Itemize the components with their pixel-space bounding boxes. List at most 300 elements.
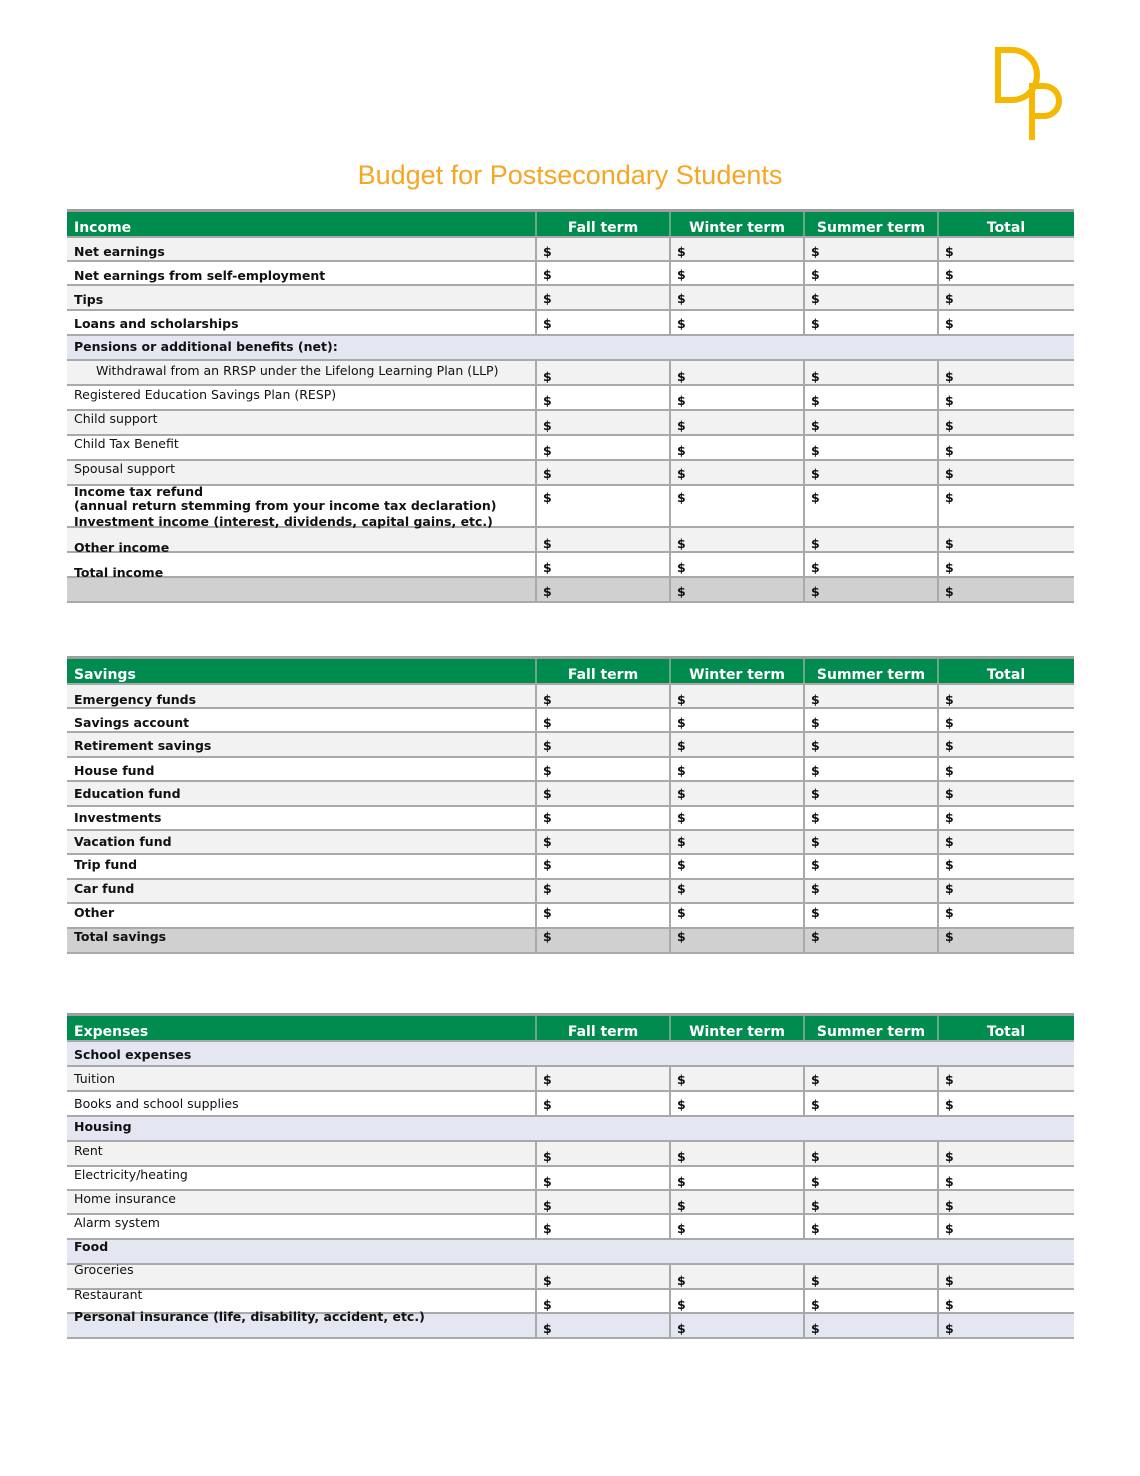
amount-field-winter-term[interactable] (671, 1265, 805, 1288)
currency-symbol: $ (543, 1321, 552, 1336)
table-row (67, 831, 1074, 855)
row-label: Child support (74, 411, 158, 426)
amount-field-summer-term[interactable] (805, 486, 939, 526)
table-row (67, 553, 1074, 578)
currency-symbol: $ (811, 1297, 820, 1312)
amount-field-summer-term[interactable] (805, 1265, 939, 1288)
currency-symbol: $ (677, 715, 686, 730)
row-label: Child Tax Benefit (74, 436, 179, 451)
currency-symbol: $ (811, 1097, 820, 1112)
currency-symbol: $ (543, 1221, 552, 1236)
currency-symbol: $ (945, 418, 954, 433)
currency-symbol: $ (945, 1097, 954, 1112)
amount-field-summer-term[interactable] (805, 685, 939, 707)
currency-symbol: $ (543, 490, 552, 505)
column-header-label: Total (986, 220, 1026, 236)
amount-field-fall-term[interactable] (537, 286, 671, 309)
amount-field-fall-term[interactable] (537, 831, 671, 853)
currency-symbol: $ (945, 316, 954, 331)
currency-symbol: $ (677, 1149, 686, 1164)
currency-symbol: $ (945, 1174, 954, 1189)
amount-field-fall-term[interactable] (537, 929, 671, 952)
currency-symbol: $ (945, 584, 954, 599)
amount-field-winter-term[interactable] (671, 1314, 805, 1337)
amount-field-summer-term[interactable] (805, 880, 939, 902)
table-row (67, 528, 1074, 553)
column-header-category (67, 1016, 537, 1040)
amount-field-fall-term[interactable] (537, 486, 671, 526)
currency-symbol: $ (677, 291, 686, 306)
amount-field-summer-term[interactable] (805, 929, 939, 952)
table-row (67, 758, 1074, 782)
column-header-label: Winter term (689, 220, 785, 236)
amount-field-fall-term[interactable] (537, 758, 671, 780)
currency-symbol: $ (543, 1198, 552, 1213)
currency-symbol: $ (543, 267, 552, 282)
amount-field-summer-term[interactable] (805, 904, 939, 927)
row-label: Net earnings from self-employment (74, 268, 326, 283)
amount-field-fall-term[interactable] (537, 528, 671, 551)
currency-symbol: $ (945, 369, 954, 384)
amount-field-total[interactable] (939, 880, 1073, 902)
amount-field-winter-term[interactable] (671, 411, 805, 434)
amount-field-winter-term[interactable] (671, 1215, 805, 1238)
amount-field-total[interactable] (939, 386, 1073, 409)
currency-symbol: $ (677, 1174, 686, 1189)
amount-field-total[interactable] (939, 1215, 1073, 1238)
currency-symbol: $ (543, 1297, 552, 1312)
row-label-cell (67, 1309, 537, 1337)
amount-field-winter-term[interactable] (671, 578, 805, 601)
currency-symbol: $ (543, 905, 552, 920)
row-label-detail: (annual return stemming from your income tax declaration) (74, 498, 497, 513)
table-row (67, 486, 1074, 528)
amount-field-total[interactable] (939, 486, 1073, 526)
row-label-cell (67, 880, 537, 902)
amount-field-total[interactable] (939, 361, 1073, 384)
row-label: Vacation fund (74, 834, 172, 849)
amount-field-total[interactable] (939, 1067, 1073, 1090)
currency-symbol: $ (811, 291, 820, 306)
amount-field-fall-term[interactable] (537, 262, 671, 284)
amount-field-fall-term[interactable] (537, 1215, 671, 1238)
amount-field-summer-term[interactable] (805, 709, 939, 731)
row-label: Education fund (74, 786, 181, 801)
row-label-cell (67, 311, 537, 334)
amount-field-summer-term[interactable] (805, 782, 939, 805)
table-row (67, 262, 1074, 286)
expenses-table (67, 1013, 1074, 1339)
table-row (67, 286, 1074, 311)
column-header-label: Summer term (816, 667, 926, 683)
column-header-label: Summer term (816, 1024, 926, 1040)
amount-field-fall-term[interactable] (537, 1265, 671, 1288)
currency-symbol: $ (543, 291, 552, 306)
amount-field-winter-term[interactable] (671, 733, 805, 756)
amount-field-fall-term[interactable] (537, 1314, 671, 1337)
currency-symbol: $ (543, 810, 552, 825)
amount-field-summer-term[interactable] (805, 411, 939, 434)
currency-symbol: $ (543, 369, 552, 384)
currency-symbol: $ (543, 1273, 552, 1288)
row-label-cell (67, 1191, 537, 1213)
amount-field-fall-term[interactable] (537, 553, 671, 576)
row-label-cell (67, 1092, 537, 1115)
currency-symbol: $ (945, 692, 954, 707)
currency-symbol: $ (677, 810, 686, 825)
row-label: Tips (74, 292, 104, 307)
amount-field-summer-term[interactable] (805, 758, 939, 780)
amount-field-fall-term[interactable] (537, 436, 671, 459)
amount-field-winter-term[interactable] (671, 1142, 805, 1165)
amount-field-summer-term[interactable] (805, 553, 939, 576)
table-row (67, 880, 1074, 904)
savings-table (67, 656, 1074, 954)
currency-symbol: $ (677, 1221, 686, 1236)
currency-symbol: $ (677, 443, 686, 458)
table-row (67, 1215, 1074, 1240)
amount-field-fall-term[interactable] (537, 855, 671, 878)
currency-symbol: $ (677, 1321, 686, 1336)
amount-field-summer-term[interactable] (805, 1314, 939, 1337)
amount-field-summer-term[interactable] (805, 1092, 939, 1115)
row-label-cell (67, 336, 1074, 359)
currency-symbol: $ (945, 466, 954, 481)
amount-field-total[interactable] (939, 733, 1073, 756)
table-row (67, 733, 1074, 758)
row-label: Savings account (74, 715, 190, 730)
currency-symbol: $ (543, 316, 552, 331)
table-row (67, 361, 1074, 386)
amount-field-fall-term[interactable] (537, 709, 671, 731)
amount-field-winter-term[interactable] (671, 528, 805, 551)
amount-field-summer-term[interactable] (805, 855, 939, 878)
amount-field-winter-term[interactable] (671, 758, 805, 780)
row-label-cell (67, 855, 537, 878)
table-row (67, 1092, 1074, 1117)
currency-symbol: $ (811, 786, 820, 801)
section-row (67, 1042, 1074, 1067)
row-label: Income tax refund (74, 484, 204, 499)
amount-field-winter-term[interactable] (671, 361, 805, 384)
amount-field-winter-term[interactable] (671, 311, 805, 334)
amount-field-total[interactable] (939, 286, 1073, 309)
amount-field-summer-term[interactable] (805, 1215, 939, 1238)
currency-symbol: $ (677, 490, 686, 505)
column-header-summer-term (805, 659, 939, 683)
amount-field-total[interactable] (939, 411, 1073, 434)
amount-field-fall-term[interactable] (537, 411, 671, 434)
currency-symbol: $ (811, 244, 820, 259)
row-label-cell (67, 1142, 537, 1165)
income-table (67, 209, 1074, 603)
section-row (67, 1117, 1074, 1142)
amount-field-summer-term[interactable] (805, 1191, 939, 1213)
currency-symbol: $ (677, 881, 686, 896)
currency-symbol: $ (543, 443, 552, 458)
amount-field-total[interactable] (939, 904, 1073, 927)
column-header-label: Fall term (567, 667, 639, 683)
row-label-cell (67, 1215, 537, 1238)
row-label: Investments (74, 810, 162, 825)
currency-symbol: $ (811, 738, 820, 753)
amount-field-winter-term[interactable] (671, 1092, 805, 1115)
currency-symbol: $ (811, 1273, 820, 1288)
currency-symbol: $ (945, 786, 954, 801)
table-row (67, 929, 1074, 954)
table-row (67, 1191, 1074, 1215)
amount-field-winter-term[interactable] (671, 904, 805, 927)
amount-field-fall-term[interactable] (537, 1067, 671, 1090)
amount-field-summer-term[interactable] (805, 578, 939, 601)
table-row (67, 578, 1074, 603)
amount-field-total[interactable] (939, 1290, 1073, 1312)
amount-field-winter-term[interactable] (671, 436, 805, 459)
currency-symbol: $ (945, 857, 954, 872)
amount-field-total[interactable] (939, 807, 1073, 829)
amount-field-fall-term[interactable] (537, 782, 671, 805)
amount-field-fall-term[interactable] (537, 1092, 671, 1115)
table-row (67, 1167, 1074, 1191)
amount-field-total[interactable] (939, 238, 1073, 260)
amount-field-summer-term[interactable] (805, 528, 939, 551)
amount-field-summer-term[interactable] (805, 1142, 939, 1165)
amount-field-fall-term[interactable] (537, 361, 671, 384)
amount-field-summer-term[interactable] (805, 436, 939, 459)
column-header-total (939, 212, 1073, 236)
amount-field-fall-term[interactable] (537, 807, 671, 829)
currency-symbol: $ (811, 490, 820, 505)
amount-field-winter-term[interactable] (671, 685, 805, 707)
amount-field-summer-term[interactable] (805, 831, 939, 853)
amount-field-winter-term[interactable] (671, 1167, 805, 1189)
row-label: Food (74, 1239, 109, 1254)
amount-field-winter-term[interactable] (671, 1290, 805, 1312)
table-row (67, 411, 1074, 436)
currency-symbol: $ (543, 692, 552, 707)
row-label: Tuition (74, 1071, 116, 1086)
page-title: Budget for Postsecondary Students (357, 160, 783, 190)
column-header-total (939, 1016, 1073, 1040)
row-label: Net earnings (74, 244, 165, 259)
amount-field-summer-term[interactable] (805, 386, 939, 409)
currency-symbol: $ (945, 1149, 954, 1164)
amount-field-fall-term[interactable] (537, 386, 671, 409)
table-row (67, 311, 1074, 336)
currency-symbol: $ (677, 1198, 686, 1213)
amount-field-summer-term[interactable] (805, 238, 939, 260)
amount-field-winter-term[interactable] (671, 855, 805, 878)
amount-field-total[interactable] (939, 855, 1073, 878)
amount-field-summer-term[interactable] (805, 1290, 939, 1312)
currency-symbol: $ (543, 1097, 552, 1112)
currency-symbol: $ (677, 393, 686, 408)
row-label: Alarm system (74, 1215, 160, 1230)
currency-symbol: $ (677, 584, 686, 599)
currency-symbol: $ (945, 715, 954, 730)
amount-field-winter-term[interactable] (671, 461, 805, 484)
currency-symbol: $ (811, 810, 820, 825)
row-label: Total savings (74, 929, 167, 944)
amount-field-total[interactable] (939, 1092, 1073, 1115)
currency-symbol: $ (543, 536, 552, 551)
amount-field-total[interactable] (939, 553, 1073, 576)
amount-field-fall-term[interactable] (537, 238, 671, 260)
currency-symbol: $ (811, 584, 820, 599)
currency-symbol: $ (543, 834, 552, 849)
amount-field-summer-term[interactable] (805, 361, 939, 384)
currency-symbol: $ (677, 1072, 686, 1087)
amount-field-total[interactable] (939, 578, 1073, 601)
amount-field-summer-term[interactable] (805, 733, 939, 756)
amount-field-fall-term[interactable] (537, 1290, 671, 1312)
amount-field-summer-term[interactable] (805, 461, 939, 484)
row-label-cell (67, 262, 537, 284)
currency-symbol: $ (811, 881, 820, 896)
currency-symbol: $ (543, 929, 552, 944)
amount-field-total[interactable] (939, 262, 1073, 284)
amount-field-total[interactable] (939, 709, 1073, 731)
amount-field-winter-term[interactable] (671, 286, 805, 309)
row-label: Groceries (74, 1262, 134, 1277)
column-header-category (67, 212, 537, 236)
amount-field-fall-term[interactable] (537, 685, 671, 707)
row-label-cell (67, 709, 537, 731)
table-row (67, 685, 1074, 709)
amount-field-winter-term[interactable] (671, 262, 805, 284)
currency-symbol: $ (811, 418, 820, 433)
amount-field-fall-term[interactable] (537, 1191, 671, 1213)
amount-field-winter-term[interactable] (671, 1067, 805, 1090)
row-label: Withdrawal from an RRSP under the Lifelong Learning Plan (LLP) (96, 363, 499, 378)
amount-field-winter-term[interactable] (671, 929, 805, 952)
amount-field-total[interactable] (939, 685, 1073, 707)
amount-field-winter-term[interactable] (671, 238, 805, 260)
amount-field-total[interactable] (939, 461, 1073, 484)
currency-symbol: $ (945, 810, 954, 825)
currency-symbol: $ (677, 692, 686, 707)
amount-field-winter-term[interactable] (671, 486, 805, 526)
amount-field-summer-term[interactable] (805, 262, 939, 284)
amount-field-winter-term[interactable] (671, 553, 805, 576)
currency-symbol: $ (543, 715, 552, 730)
amount-field-winter-term[interactable] (671, 880, 805, 902)
currency-symbol: $ (945, 560, 954, 575)
table-row (67, 1262, 1074, 1290)
amount-field-summer-term[interactable] (805, 1167, 939, 1189)
table-row (67, 807, 1074, 831)
currency-symbol: $ (543, 418, 552, 433)
amount-field-total[interactable] (939, 436, 1073, 459)
column-header-label: Winter term (689, 1024, 785, 1040)
amount-field-winter-term[interactable] (671, 386, 805, 409)
amount-field-fall-term[interactable] (537, 733, 671, 756)
table-row (67, 782, 1074, 807)
currency-symbol: $ (945, 905, 954, 920)
currency-symbol: $ (811, 443, 820, 458)
column-header-label: Fall term (567, 220, 639, 236)
currency-symbol: $ (677, 905, 686, 920)
row-label-cell (67, 1240, 1074, 1263)
amount-field-fall-term[interactable] (537, 578, 671, 601)
column-header-total (939, 659, 1073, 683)
amount-field-fall-term[interactable] (537, 1167, 671, 1189)
amount-field-total[interactable] (939, 1265, 1073, 1288)
income-header-row (67, 212, 1074, 238)
amount-field-winter-term[interactable] (671, 831, 805, 853)
amount-field-fall-term[interactable] (537, 1142, 671, 1165)
amount-field-total[interactable] (939, 782, 1073, 805)
row-label-cell (67, 807, 537, 829)
currency-symbol: $ (677, 834, 686, 849)
amount-field-summer-term[interactable] (805, 807, 939, 829)
amount-field-winter-term[interactable] (671, 709, 805, 731)
amount-field-winter-term[interactable] (671, 1191, 805, 1213)
row-label: Home insurance (74, 1191, 177, 1206)
row-label: Trip fund (74, 857, 138, 872)
currency-symbol: $ (811, 1221, 820, 1236)
amount-field-total[interactable] (939, 528, 1073, 551)
row-label: Retirement savings (74, 738, 212, 753)
amount-field-total[interactable] (939, 929, 1073, 952)
amount-field-total[interactable] (939, 758, 1073, 780)
table-row (67, 386, 1074, 411)
column-header-winter-term (671, 659, 805, 683)
savings-header-row (67, 659, 1074, 685)
amount-field-winter-term[interactable] (671, 807, 805, 829)
currency-symbol: $ (811, 763, 820, 778)
row-label: Other (74, 905, 115, 920)
row-label: House fund (74, 763, 155, 778)
currency-symbol: $ (945, 881, 954, 896)
amount-field-fall-term[interactable] (537, 904, 671, 927)
row-label: Loans and scholarships (74, 316, 239, 331)
income-heading: Income (74, 220, 132, 236)
section-row (67, 1240, 1074, 1265)
row-label-cell (67, 286, 537, 309)
row-label: Electricity/heating (74, 1167, 188, 1182)
currency-symbol: $ (811, 834, 820, 849)
amount-field-fall-term[interactable] (537, 461, 671, 484)
amount-field-total[interactable] (939, 1167, 1073, 1189)
table-row (67, 436, 1074, 461)
amount-field-summer-term[interactable] (805, 311, 939, 334)
amount-field-total[interactable] (939, 831, 1073, 853)
amount-field-fall-term[interactable] (537, 311, 671, 334)
amount-field-total[interactable] (939, 1314, 1073, 1337)
amount-field-total[interactable] (939, 1191, 1073, 1213)
currency-symbol: $ (543, 881, 552, 896)
currency-symbol: $ (811, 536, 820, 551)
amount-field-fall-term[interactable] (537, 880, 671, 902)
currency-symbol: $ (945, 244, 954, 259)
row-label: Car fund (74, 881, 135, 896)
row-label: Other income (74, 540, 170, 555)
currency-symbol: $ (811, 1198, 820, 1213)
amount-field-summer-term[interactable] (805, 1067, 939, 1090)
amount-field-total[interactable] (939, 1142, 1073, 1165)
amount-field-total[interactable] (939, 311, 1073, 334)
row-label: Total income (74, 565, 164, 580)
currency-symbol: $ (543, 857, 552, 872)
currency-symbol: $ (543, 1174, 552, 1189)
expenses-header-row (67, 1016, 1074, 1042)
amount-field-winter-term[interactable] (671, 782, 805, 805)
currency-symbol: $ (945, 1273, 954, 1288)
amount-field-summer-term[interactable] (805, 286, 939, 309)
currency-symbol: $ (677, 418, 686, 433)
column-header-category (67, 659, 537, 683)
